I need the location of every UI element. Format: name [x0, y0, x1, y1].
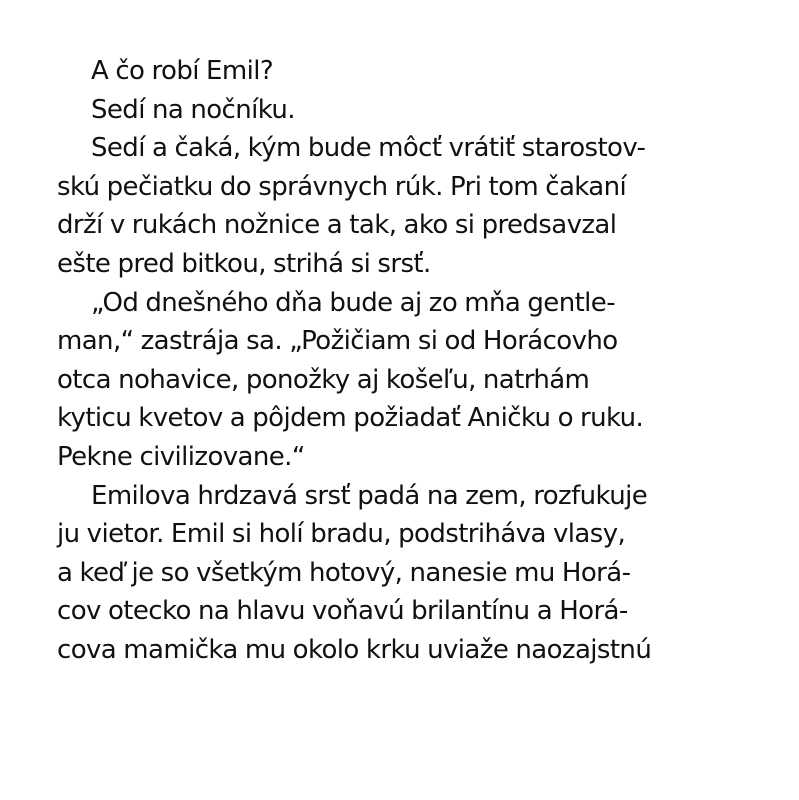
text-line-8: man,“ zastrája sa. „Požičiam si od Horácovho	[57, 326, 618, 357]
book-page-text	[57, 52, 757, 670]
text-line-5: drží v rukách nožnice a tak, ako si predsavzal	[57, 210, 617, 241]
text-line-1: A čo robí Emil?	[91, 56, 274, 86]
text-line-10: kyticu kvetov a pôjdem požiadať Aničku o ruku.	[57, 403, 644, 434]
text-line-14: a keď je so všetkým hotový, nanesie mu Horá-	[57, 557, 631, 588]
text-line-7: „Od dnešného dňa bude aj zo mňa gentle-	[91, 287, 615, 318]
text-line-12: Emilova hrdzavá srsť padá na zem, rozfukuje	[91, 480, 648, 511]
text-line-13: ju vietor. Emil si holí bradu, podstriháva vlasy,	[57, 519, 626, 550]
text-line-6: ešte pred bitkou, strihá si srsť.	[57, 248, 431, 279]
text-line-3: Sedí a čaká, kým bude môcť vrátiť starostov-	[91, 133, 646, 164]
text-line-11: Pekne civilizovane.“	[57, 441, 305, 472]
text-line-4: skú pečiatku do správnych rúk. Pri tom čakaní	[57, 171, 627, 202]
text-line-9: otca nohavice, ponožky aj košeľu, natrhám	[57, 364, 590, 395]
text-line-16: cova mamička mu okolo krku uviaže naozajstnú	[57, 634, 652, 665]
text-line-15: cov otecko na hlavu voňavú brilantínu a Horá-	[57, 596, 628, 627]
text-line-2: Sedí na nočníku.	[91, 94, 295, 125]
